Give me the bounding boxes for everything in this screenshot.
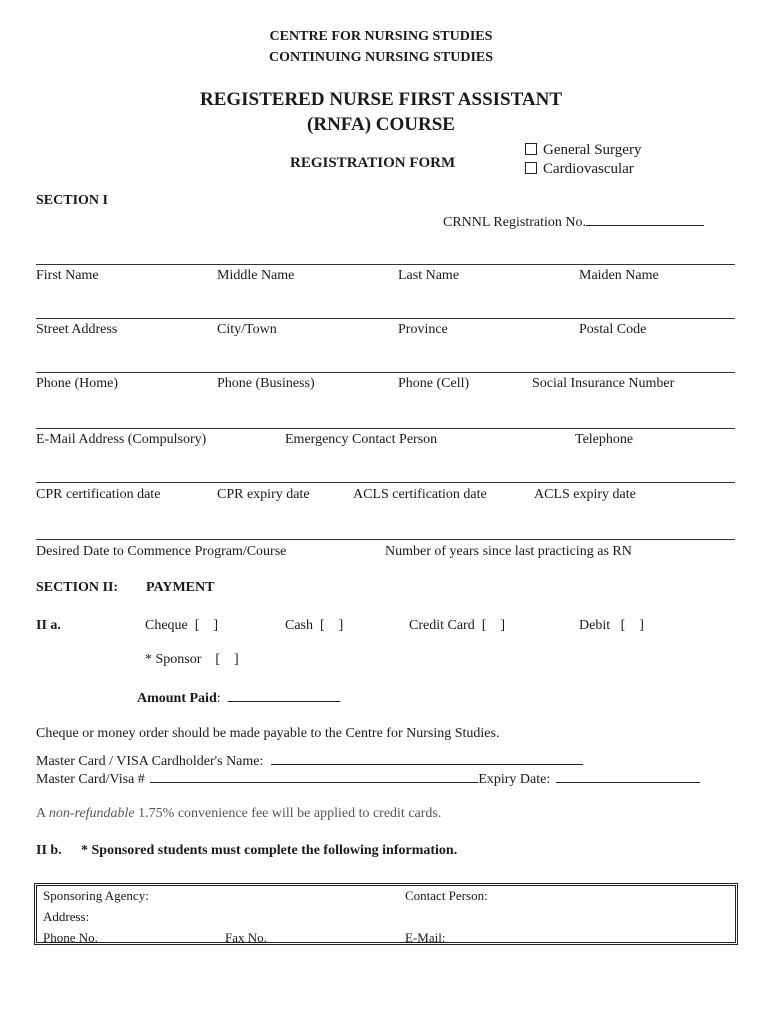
province-label: Province <box>398 322 448 337</box>
fee-note-rest: 1.75% convenience fee will be applied to credit cards. <box>138 806 442 821</box>
last-name-label: Last Name <box>398 268 460 283</box>
cpr-expiry-label: CPR expiry date <box>217 487 310 502</box>
cardholder-blank[interactable] <box>271 751 583 765</box>
acls-cert-date-label: ACLS certification date <box>353 487 487 502</box>
amount-paid-field[interactable] <box>137 688 340 707</box>
amount-paid-blank[interactable] <box>228 688 340 702</box>
fax-no-label: Fax No. <box>225 930 267 945</box>
payment-heading: PAYMENT <box>146 580 215 595</box>
sponsor-option[interactable]: * Sponsor [ ] <box>145 652 239 667</box>
phone-home-label: Phone (Home) <box>36 376 119 391</box>
emergency-contact-label: Emergency Contact Person <box>285 432 438 447</box>
cash-option[interactable]: Cash [ ] <box>285 618 344 633</box>
cardholder-name-field[interactable] <box>36 751 583 770</box>
divider <box>36 318 735 319</box>
amount-colon: : <box>216 691 221 706</box>
first-name-label: First Name <box>36 268 99 283</box>
contact-person-label: Contact Person: <box>405 888 488 903</box>
sponsored-notice: * Sponsored students must complete the following information. <box>81 843 458 858</box>
payable-note: Cheque or money order should be made payable to the Centre for Nursing Studies. <box>36 726 500 741</box>
middle-name-label: Middle Name <box>217 268 295 283</box>
card-number-label: Master Card/Visa # <box>36 772 145 787</box>
crnnl-label: CRNNL Registration No. <box>443 215 586 230</box>
divider <box>36 372 735 373</box>
cpr-cert-date-label: CPR certification date <box>36 487 161 502</box>
department-heading: CONTINUING NURSING STUDIES <box>268 50 494 65</box>
section-1-heading: SECTION I <box>36 193 108 208</box>
email-label: E-Mail Address (Compulsory) <box>36 432 207 447</box>
city-town-label: City/Town <box>217 322 277 337</box>
street-address-label: Street Address <box>36 322 118 337</box>
years-since-practice-label: Number of years since last practicing as RN <box>385 544 632 559</box>
divider <box>36 482 735 483</box>
form-name: REGISTRATION FORM <box>290 155 456 171</box>
desired-date-label: Desired Date to Commence Program/Course <box>36 544 287 559</box>
fee-note <box>36 806 441 822</box>
divider <box>36 264 735 265</box>
card-number-field[interactable] <box>36 769 700 788</box>
option-label: Cardiovascular <box>543 161 634 177</box>
option-general-surgery[interactable] <box>525 142 641 159</box>
maiden-name-label: Maiden Name <box>579 268 659 283</box>
sponsoring-agency-label: Sponsoring Agency: <box>43 888 149 903</box>
option-cardiovascular[interactable] <box>525 161 634 178</box>
centre-heading: CENTRE FOR NURSING STUDIES <box>269 29 493 44</box>
phone-no-label: Phone No. <box>43 930 98 945</box>
course-title-abbrev: (RNFA) COURSE <box>307 114 455 135</box>
divider <box>36 428 735 429</box>
phone-cell-label: Phone (Cell) <box>398 376 470 391</box>
cardholder-label: Master Card / VISA Cardholder's Name: <box>36 754 264 769</box>
debit-option[interactable]: Debit [ ] <box>579 618 644 633</box>
phone-business-label: Phone (Business) <box>217 376 315 391</box>
section-2a-label: II a. <box>36 618 61 633</box>
divider <box>36 539 735 540</box>
crnnl-registration-field[interactable] <box>443 212 704 231</box>
fee-note-a: A <box>36 806 46 821</box>
section-2-heading: SECTION II: <box>36 580 119 595</box>
section-2b-label: II b. <box>36 843 62 858</box>
card-number-blank[interactable] <box>150 769 478 783</box>
crnnl-blank[interactable] <box>586 212 704 226</box>
amount-paid-label: Amount Paid <box>137 691 217 706</box>
expiry-label: Expiry Date: <box>478 772 551 787</box>
fee-note-emphasis: non-refundable <box>48 806 135 821</box>
option-label: General Surgery <box>543 142 642 158</box>
postal-code-label: Postal Code <box>579 322 647 337</box>
cheque-option[interactable]: Cheque [ ] <box>145 618 219 633</box>
checkbox-icon[interactable] <box>525 162 537 174</box>
address-label: Address: <box>43 909 90 924</box>
checkbox-icon[interactable] <box>525 143 537 155</box>
course-title: REGISTERED NURSE FIRST ASSISTANT <box>199 89 562 110</box>
sin-label: Social Insurance Number <box>532 376 675 391</box>
expiry-blank[interactable] <box>556 769 700 783</box>
telephone-label: Telephone <box>575 432 634 447</box>
credit-card-option[interactable]: Credit Card [ ] <box>409 618 506 633</box>
acls-expiry-label: ACLS expiry date <box>534 487 636 502</box>
sponsor-email-label: E-Mail: <box>405 930 446 945</box>
